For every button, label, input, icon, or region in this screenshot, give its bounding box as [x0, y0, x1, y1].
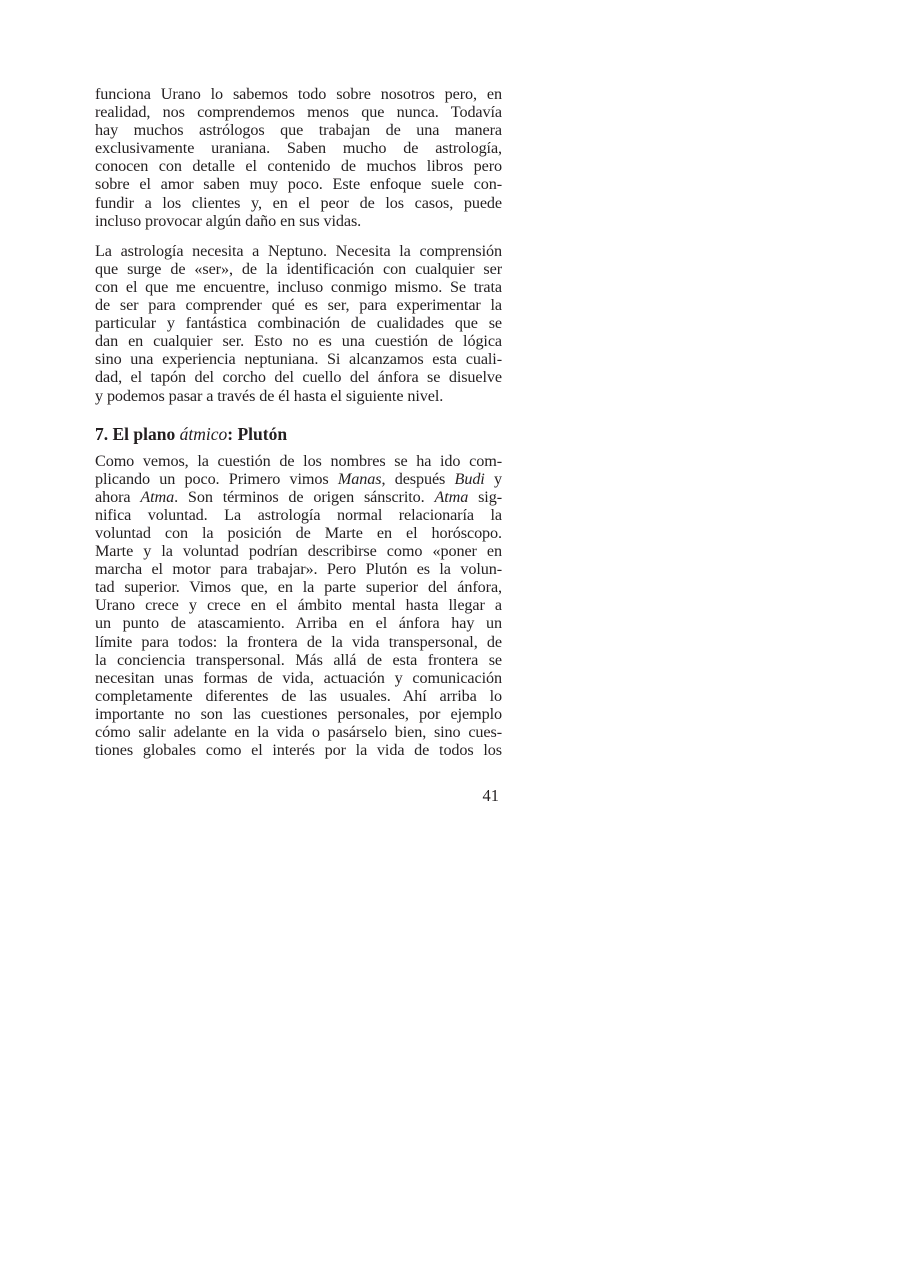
italic-term: Manas	[337, 469, 382, 488]
text-line: particular y fantástica combinación de cualidades que se	[95, 314, 502, 333]
text-line: fundir a los clientes y, en el peor de los casos, puede	[95, 193, 502, 212]
text-line: marcha el motor para trabajar». Pero Plutón es la volun-	[95, 560, 502, 579]
text-line: realidad, nos comprendemos menos que nunca. Todavía	[95, 103, 502, 122]
text-line: con el que me encuentre, incluso conmigo mismo. Se trata	[95, 277, 502, 296]
text-line: sino una experiencia neptuniana. Si alcanzamos esta cuali-	[95, 350, 502, 369]
paragraph-urano	[95, 85, 502, 230]
text-line: funciona Urano lo sabemos todo sobre nosotros pero, en	[95, 85, 502, 103]
heading-suffix: : Plutón	[227, 423, 288, 444]
text-line: dan en cualquier ser. Esto no es una cuestión de lógica	[95, 332, 502, 351]
paragraph-pluton	[95, 452, 502, 760]
text-line: Urano crece y crece en el ámbito mental hasta llegar a	[95, 596, 502, 615]
heading-prefix: 7. El plano	[95, 423, 180, 444]
page-number: 41	[482, 786, 499, 805]
text-line: hay muchos astrólogos que trabajan de una manera	[95, 121, 502, 140]
italic-term: Budi	[454, 469, 485, 488]
paragraph-neptuno	[95, 242, 502, 405]
section-heading	[95, 424, 502, 444]
text-line: de ser para comprender qué es ser, para experimentar la	[95, 296, 502, 315]
page-text-column	[95, 85, 502, 759]
text-line: La astrología necesita a Neptuno. Necesita la comprensión	[95, 241, 502, 260]
text-line: exclusivamente uraniana. Saben mucho de astrología,	[95, 139, 502, 158]
text-line: dad, el tapón del corcho del cuello del ánfora se disuelve	[95, 368, 502, 387]
text-line: completamente diferentes de las usuales. Ahí arriba lo	[95, 686, 502, 705]
text-line: plicando un poco. Primero vimos Manas, después Budi y	[95, 469, 502, 488]
text-line: Marte y la voluntad podrían describirse como «poner en	[95, 542, 502, 561]
text-line: y podemos pasar a través de él hasta el siguiente nivel.	[95, 386, 444, 405]
text-line: Como vemos, la cuestión de los nombres se ha ido com-	[95, 451, 502, 470]
text-line: límite para todos: la frontera de la vida transpersonal, de	[95, 632, 502, 651]
italic-term: Atma	[140, 487, 175, 506]
text-line: tiones globales como el interés por la vida de todos los	[95, 741, 502, 760]
text-line: ahora Atma. Son términos de origen sánscrito. Atma sig-	[95, 487, 502, 506]
text-line: tad superior. Vimos que, en la parte superior del ánfora,	[95, 578, 502, 597]
text-line: nifica voluntad. La astrología normal relacionaría la	[95, 505, 502, 524]
heading-italic-term: átmico	[179, 423, 228, 444]
text-line: sobre el amor saben muy poco. Este enfoque suele con-	[95, 175, 502, 194]
text-line: un punto de atascamiento. Arriba en el ánfora hay un	[95, 614, 502, 633]
text-line: necesitan unas formas de vida, actuación y comunicación	[95, 668, 502, 687]
text-line: cómo salir adelante en la vida o pasárselo bien, sino cues-	[95, 723, 502, 741]
italic-term: Atma	[434, 487, 469, 506]
text-line: voluntad con la posición de Marte en el horóscopo.	[95, 523, 502, 542]
text-line: incluso provocar algún daño en sus vidas.	[95, 211, 362, 230]
text-line: la conciencia transpersonal. Más allá de esta frontera se	[95, 650, 502, 669]
text-line: que surge de «ser», de la identificación con cualquier ser	[95, 259, 502, 278]
text-line: importante no son las cuestiones personales, por ejemplo	[95, 704, 502, 723]
text-line: conocen con detalle el contenido de muchos libros pero	[95, 157, 502, 176]
